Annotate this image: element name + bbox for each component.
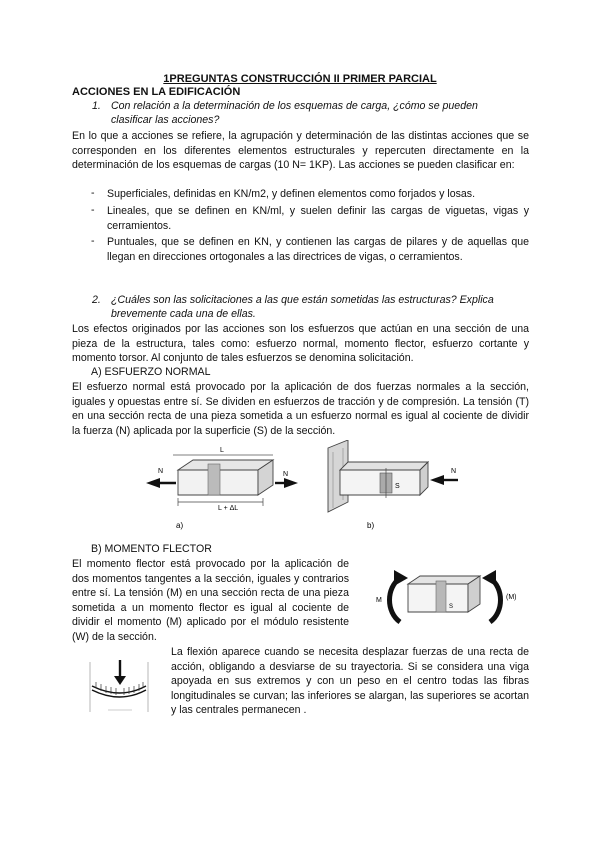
label-S-b: S	[395, 483, 400, 490]
bullet-puntuales: Puntuales, que se definen en KN, y contienen las cargas de pilares y de aquellas que llegan en direcciones ortogonales a las directrices de vigas, o cerramientos.	[107, 236, 529, 263]
normal-force-figure	[138, 440, 468, 535]
moment-arrow-left-head	[394, 570, 408, 586]
bullet-superficiales: Superficiales, definidas en KN/m2, y definen elementos como forjados y losas.	[107, 188, 476, 200]
q2-answer-intro: Los efectos originados por las acciones son los esfuerzos que actúan en una sección de una pieza de la estructura, tales como: esfuerzo normal, momento flector, esfuerzo cortante y momento torsor. Al conjunto de tales esfuerzos se denomina solicitación.	[72, 323, 529, 364]
section-b-text: El momento flector está provocado por la aplicación de dos momentos tangentes a la sección, iguales y contrarios entre sí. La tensión (M) en una sección recta de una pieza sometida a un momento flector es igual al cociente de dividir el momento (M) aplicado por el módulo resistente (W) de la sección.	[72, 558, 349, 643]
q1-answer-intro: En lo que a acciones se refiere, la agrupación y determinación de las distintas acciones que se corresponden en los diferentes elementos estructurales y repercuten directamente en la determinación de los esquemas de cargas (10 N= 1KP). Las acciones se pueden clasificar en:	[72, 130, 529, 171]
q1-line1: Con relación a la determinación de los esquemas de carga, ¿cómo se pueden	[111, 100, 478, 112]
label-b: b)	[367, 521, 375, 530]
q2-line2: brevemente cada una de ellas.	[111, 308, 256, 320]
bar-tension-diagram	[146, 455, 298, 506]
section-b-heading: B) MOMENTO FLECTOR	[91, 543, 212, 555]
section-a-heading: A) ESFUERZO NORMAL	[91, 366, 211, 378]
section-heading: ACCIONES EN LA EDIFICACIÓN	[72, 86, 241, 98]
label-M-right: (M)	[506, 594, 517, 601]
moment-arrow-right-head	[482, 570, 496, 586]
label-N-b: N	[451, 468, 457, 475]
bullet-lineales: Lineales, que se definen en KN/ml, y suelen definir las cargas de viguetas, vigas y cerramientos.	[107, 205, 529, 232]
label-L: L	[220, 447, 224, 454]
label-a: a)	[176, 521, 184, 530]
label-L-delta: L + ΔL	[218, 505, 239, 512]
beam-load-figure	[80, 656, 158, 718]
label-S-moment: S	[449, 604, 454, 610]
q2-number: 2.	[92, 294, 101, 306]
page-title: 1PREGUNTAS CONSTRUCCIÓN II PRIMER PARCIAL	[163, 73, 437, 85]
label-M-left: M	[376, 597, 382, 604]
label-N-right: N	[283, 471, 289, 478]
central-load-arrow	[114, 676, 126, 685]
bullet-dash-2: -	[91, 204, 95, 216]
label-N-left: N	[158, 468, 164, 475]
bending-moment-figure	[368, 566, 530, 636]
bullet-dash-3: -	[91, 235, 95, 247]
flexion-text: La flexión aparece cuando se necesita desplazar fuerzas de una recta de acción, obligando a desviarse de su trayectoria. Si se considera una viga apoyada en sus extremos y con un peso en el centro todas las fibras longitudinales se curvan; las inferiores se alargan, las superiores se acortan y las centrales permanecen .	[171, 646, 529, 716]
section-a-text: El esfuerzo normal está provocado por la aplicación de dos fuerzas normales a la sección, iguales y opuestas entre sí. Se dividen en esfuerzos de tracción y de compresión. La tensión (T) en una sección recta de una pieza sometida a un esfuerzo normal es igual al cociente de dividir la fuerza (N) aplicada por la superficie (S) de la sección.	[72, 381, 529, 437]
q1-number: 1.	[92, 100, 101, 112]
wall-section-diagram	[328, 440, 458, 512]
q1-line2: clasificar las acciones?	[111, 114, 220, 126]
q2-line1: ¿Cuáles son las solicitaciones a las que están sometidas las estructuras? Explica	[111, 294, 494, 306]
bullet-dash-1: -	[91, 187, 95, 199]
